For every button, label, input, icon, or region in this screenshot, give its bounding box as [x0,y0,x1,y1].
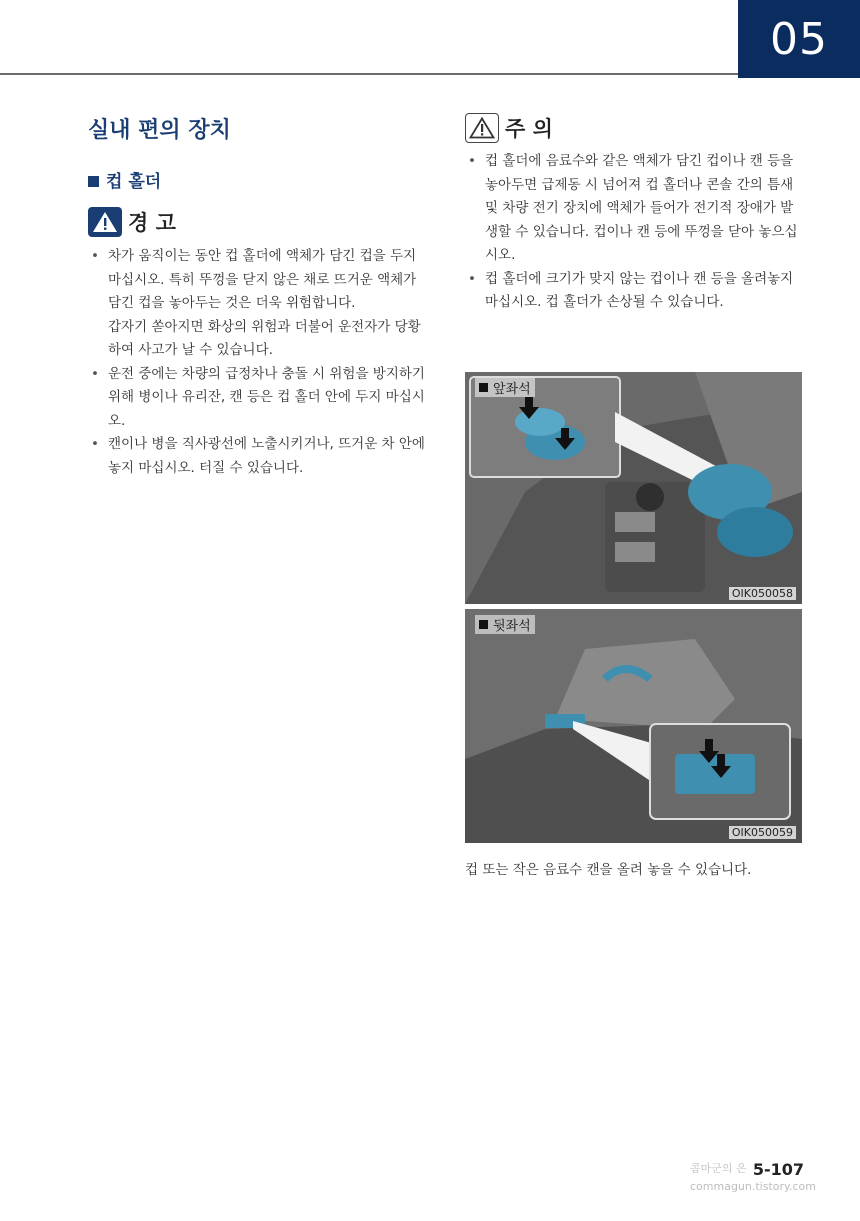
warning-label: 경 고 [128,211,176,235]
caution-header [465,113,553,143]
list-item [88,363,426,434]
list-item [465,150,803,268]
front-seat-cupholder-photo [465,372,802,604]
photo-label-text: 뒷좌석 [493,619,531,634]
warning-item-text: 운전 중에는 차량의 급정차나 충돌 시 위험을 방지하기 위해 병이나 유리잔, 캔 등은 컵 홀더 안에 두지 마십시오. [108,365,425,429]
caution-item-text: 컵 홀더에 음료수와 같은 액체가 담긴 컵이나 캔 등을 놓아두면 급제동 시 넘어져 컵 홀더나 콘솔 간의 틈새 및 차량 전기 장치에 액체가 들어가 전기적 장애가 발생할 수 있습니다. 컵이나 캔 등에 뚜껑을 닫아 놓으십시오. [485,153,798,263]
list-item [88,245,426,363]
caution-triangle-icon [465,113,499,143]
photo-label [475,378,535,397]
chapter-tab [738,0,860,78]
chapter-number: 05 [770,13,828,65]
photo-code: OIK050059 [729,826,796,839]
photo-label-text: 앞좌석 [493,382,531,397]
list-item [465,268,803,315]
warning-header [88,207,176,237]
page-number: 5-107 [752,1160,804,1179]
list-item [88,433,426,480]
section-title: 실내 편의 장치 [88,118,231,143]
warning-list [88,245,426,480]
warning-item-text: 차가 움직이는 동안 컵 홀더에 액체가 담긴 컵을 두지 마십시오. 특히 뚜껑을 닫지 않은 채로 뜨거운 액체가 담긴 컵을 놓아두는 것은 더욱 위험합니다. [108,248,417,311]
warning-item-extra: 갑자기 쏟아지면 화상의 위험과 더불어 운전자가 당황하여 사고가 날 수 있습니다. [108,318,421,358]
warning-item-text: 캔이나 병을 직사광선에 노출시키거나, 뜨거운 차 안에 놓지 마십시오. 터질 수 있습니다. [108,436,425,476]
square-bullet-icon [88,176,99,187]
square-bullet-icon [479,620,488,629]
warning-triangle-icon [88,207,122,237]
caution-item-text: 컵 홀더에 크기가 맞지 않는 컵이나 캔 등을 올려놓지 마십시오. 컵 홀더가 손상될 수 있습니다. [485,270,794,310]
photo-code: OIK050058 [729,587,796,600]
photo-label [475,615,535,634]
square-bullet-icon [479,383,488,392]
subsection-title-text: 컵 홀더 [106,172,162,192]
header-rule [0,73,738,75]
caution-label: 주 의 [505,117,553,141]
caution-list [465,150,803,315]
rear-seat-cupholder-photo [465,609,802,843]
watermark-line: 콤마군의 은 [690,1162,747,1175]
subsection-title [88,167,161,192]
photo-caption: 컵 또는 작은 음료수 캔을 올려 놓을 수 있습니다. [465,862,752,878]
watermark-line: commagun.tistory.com [690,1180,816,1193]
